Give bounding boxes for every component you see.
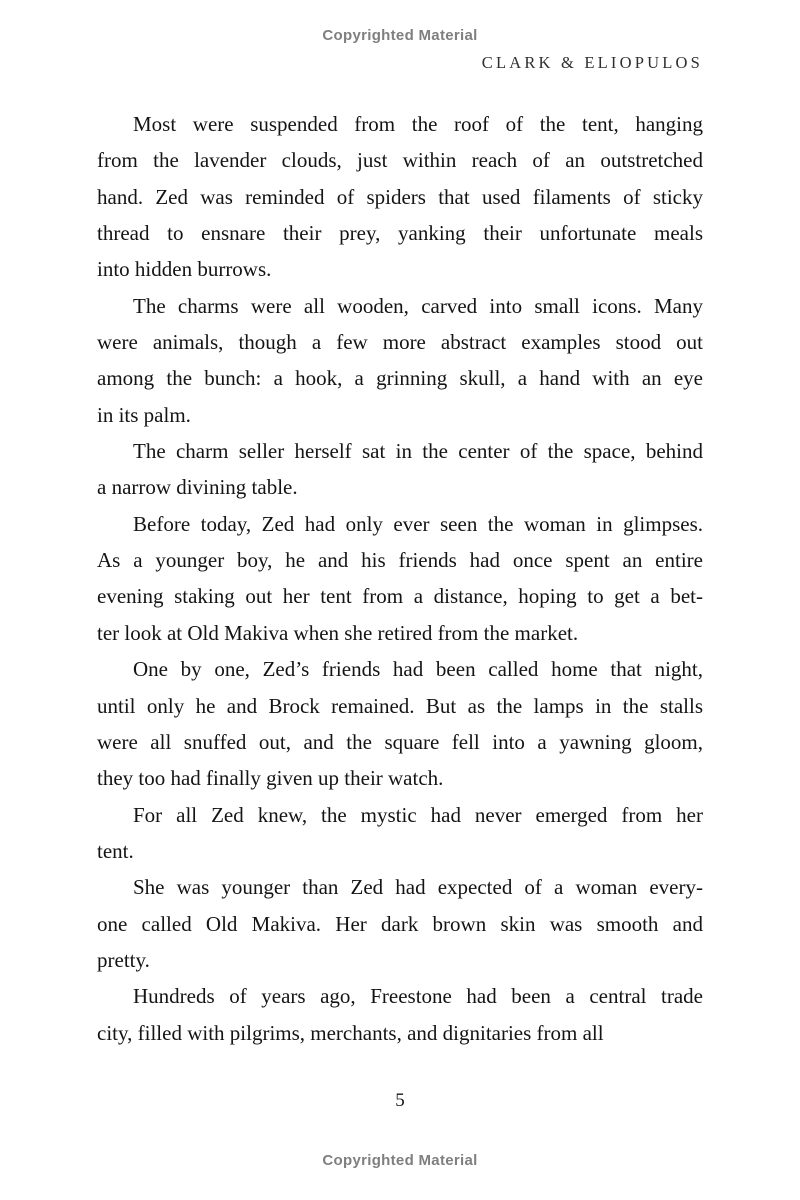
text-line: from the lavender clouds, just within reach of an outstretched xyxy=(97,148,703,173)
text-line: were all snuffed out, and the square fell into a yawning gloom, xyxy=(97,729,703,754)
paragraph xyxy=(97,978,703,1051)
text-line: in its palm. xyxy=(97,402,191,427)
text-line: pretty. xyxy=(97,947,150,972)
text-line: The charm seller herself sat in the center of the space, behind xyxy=(133,439,703,464)
copyright-banner-bottom: Copyrighted Material xyxy=(322,1152,478,1169)
text-line: For all Zed knew, the mystic had never emerged from her xyxy=(133,802,703,827)
paragraph xyxy=(97,106,703,288)
text-line: were animals, though a few more abstract examples stood out xyxy=(97,330,703,355)
paragraph xyxy=(97,869,703,978)
running-header: CLARK & ELIOPULOS xyxy=(481,53,703,72)
copyright-banner-top: Copyrighted Material xyxy=(322,27,478,44)
text-line: She was younger than Zed had expected of a woman every- xyxy=(133,875,703,900)
body-text xyxy=(97,106,703,1051)
paragraph xyxy=(97,651,703,796)
text-line: thread to ensnare their prey, yanking their unfortunate meals xyxy=(97,221,703,246)
text-line: city, filled with pilgrims, merchants, and dignitaries from all xyxy=(97,1020,604,1045)
text-line: The charms were all wooden, carved into small icons. Many xyxy=(133,293,703,318)
text-line: tent. xyxy=(97,838,134,863)
text-line: among the bunch: a hook, a grinning skull, a hand with an eye xyxy=(97,366,703,391)
text-line: Hundreds of years ago, Freestone had been a central trade xyxy=(133,984,703,1009)
text-line: into hidden burrows. xyxy=(97,257,272,282)
text-line: they too had finally given up their watch. xyxy=(97,766,444,791)
text-line: hand. Zed was reminded of spiders that used filaments of sticky xyxy=(97,184,703,209)
text-line: ter look at Old Makiva when she retired from the market. xyxy=(97,620,579,645)
paragraph xyxy=(97,797,703,870)
text-line: One by one, Zed’s friends had been called home that night, xyxy=(133,657,703,682)
text-line: until only he and Brock remained. But as the lamps in the stalls xyxy=(97,693,703,718)
page-number: 5 xyxy=(395,1090,405,1111)
paragraph xyxy=(97,433,703,506)
paragraph xyxy=(97,288,703,433)
text-line: As a younger boy, he and his friends had once spent an entire xyxy=(97,548,703,573)
text-line: a narrow divining table. xyxy=(97,475,298,500)
text-line: Most were suspended from the roof of the tent, hanging xyxy=(133,112,703,136)
paragraph xyxy=(97,506,703,651)
text-line: one called Old Makiva. Her dark brown skin was smooth and xyxy=(97,911,703,936)
text-line: evening staking out her tent from a distance, hoping to get a bet- xyxy=(97,584,703,609)
text-line: Before today, Zed had only ever seen the woman in glimpses. xyxy=(133,511,703,536)
